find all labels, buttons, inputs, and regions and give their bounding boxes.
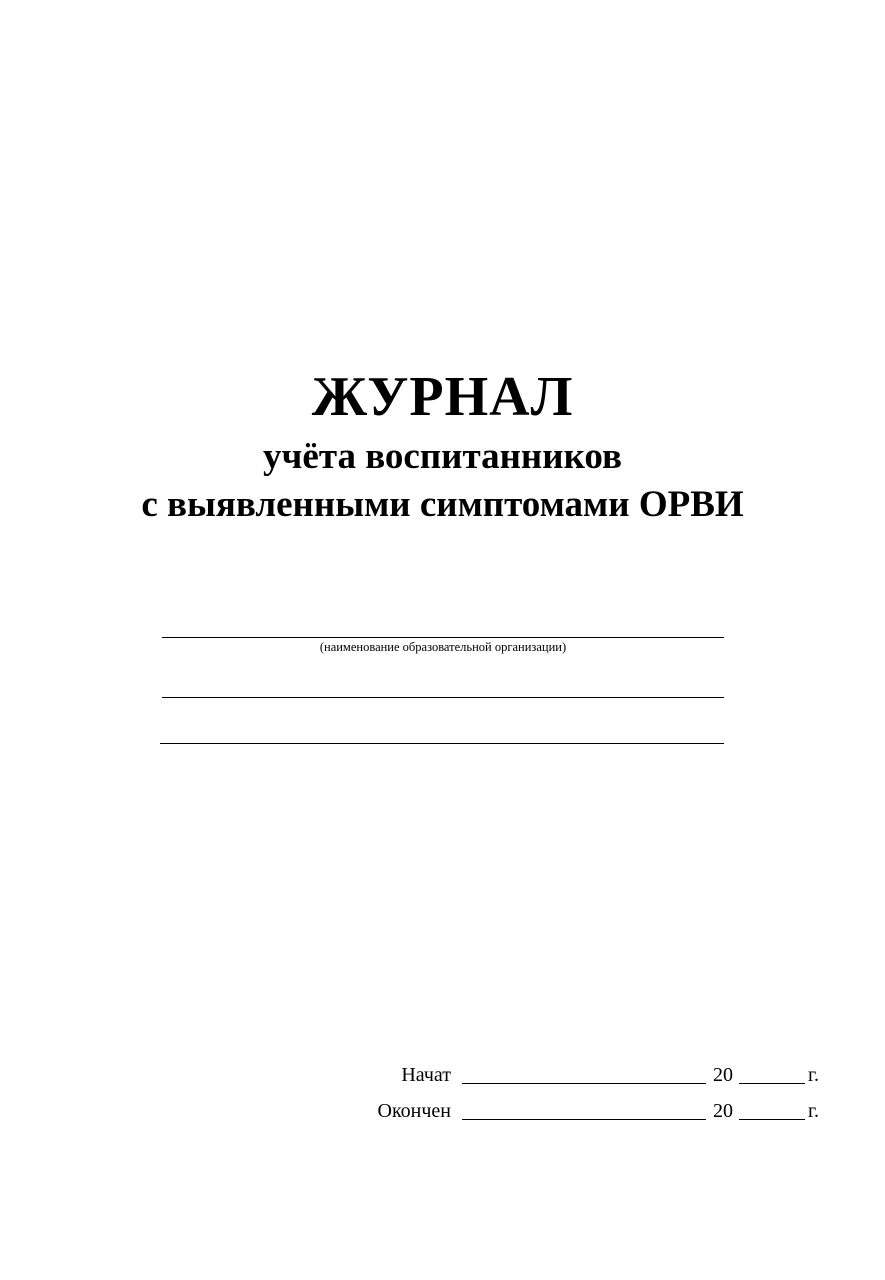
started-date-blank xyxy=(462,1083,706,1084)
subtitle-line-2: с выявленными симптомами ОРВИ xyxy=(141,484,744,525)
started-year-prefix: 20 xyxy=(713,1064,733,1086)
finished-year-blank xyxy=(739,1119,805,1120)
finished-year-prefix: 20 xyxy=(713,1100,733,1122)
organization-name-line-2 xyxy=(162,697,724,698)
page-title: ЖУРНАЛ xyxy=(311,366,574,428)
finished-label: Окончен xyxy=(377,1100,451,1122)
finished-year-suffix: г. xyxy=(808,1100,819,1122)
started-year-blank xyxy=(739,1083,805,1084)
organization-name-line-3 xyxy=(160,743,724,744)
organization-name-line-1 xyxy=(162,637,724,638)
organization-name-caption: (наименование образовательной организации) xyxy=(319,640,567,654)
finished-date-blank xyxy=(462,1119,706,1120)
started-label: Начат xyxy=(401,1064,451,1086)
started-year-suffix: г. xyxy=(808,1064,819,1086)
subtitle-line-1: учёта воспитанников xyxy=(263,436,622,477)
